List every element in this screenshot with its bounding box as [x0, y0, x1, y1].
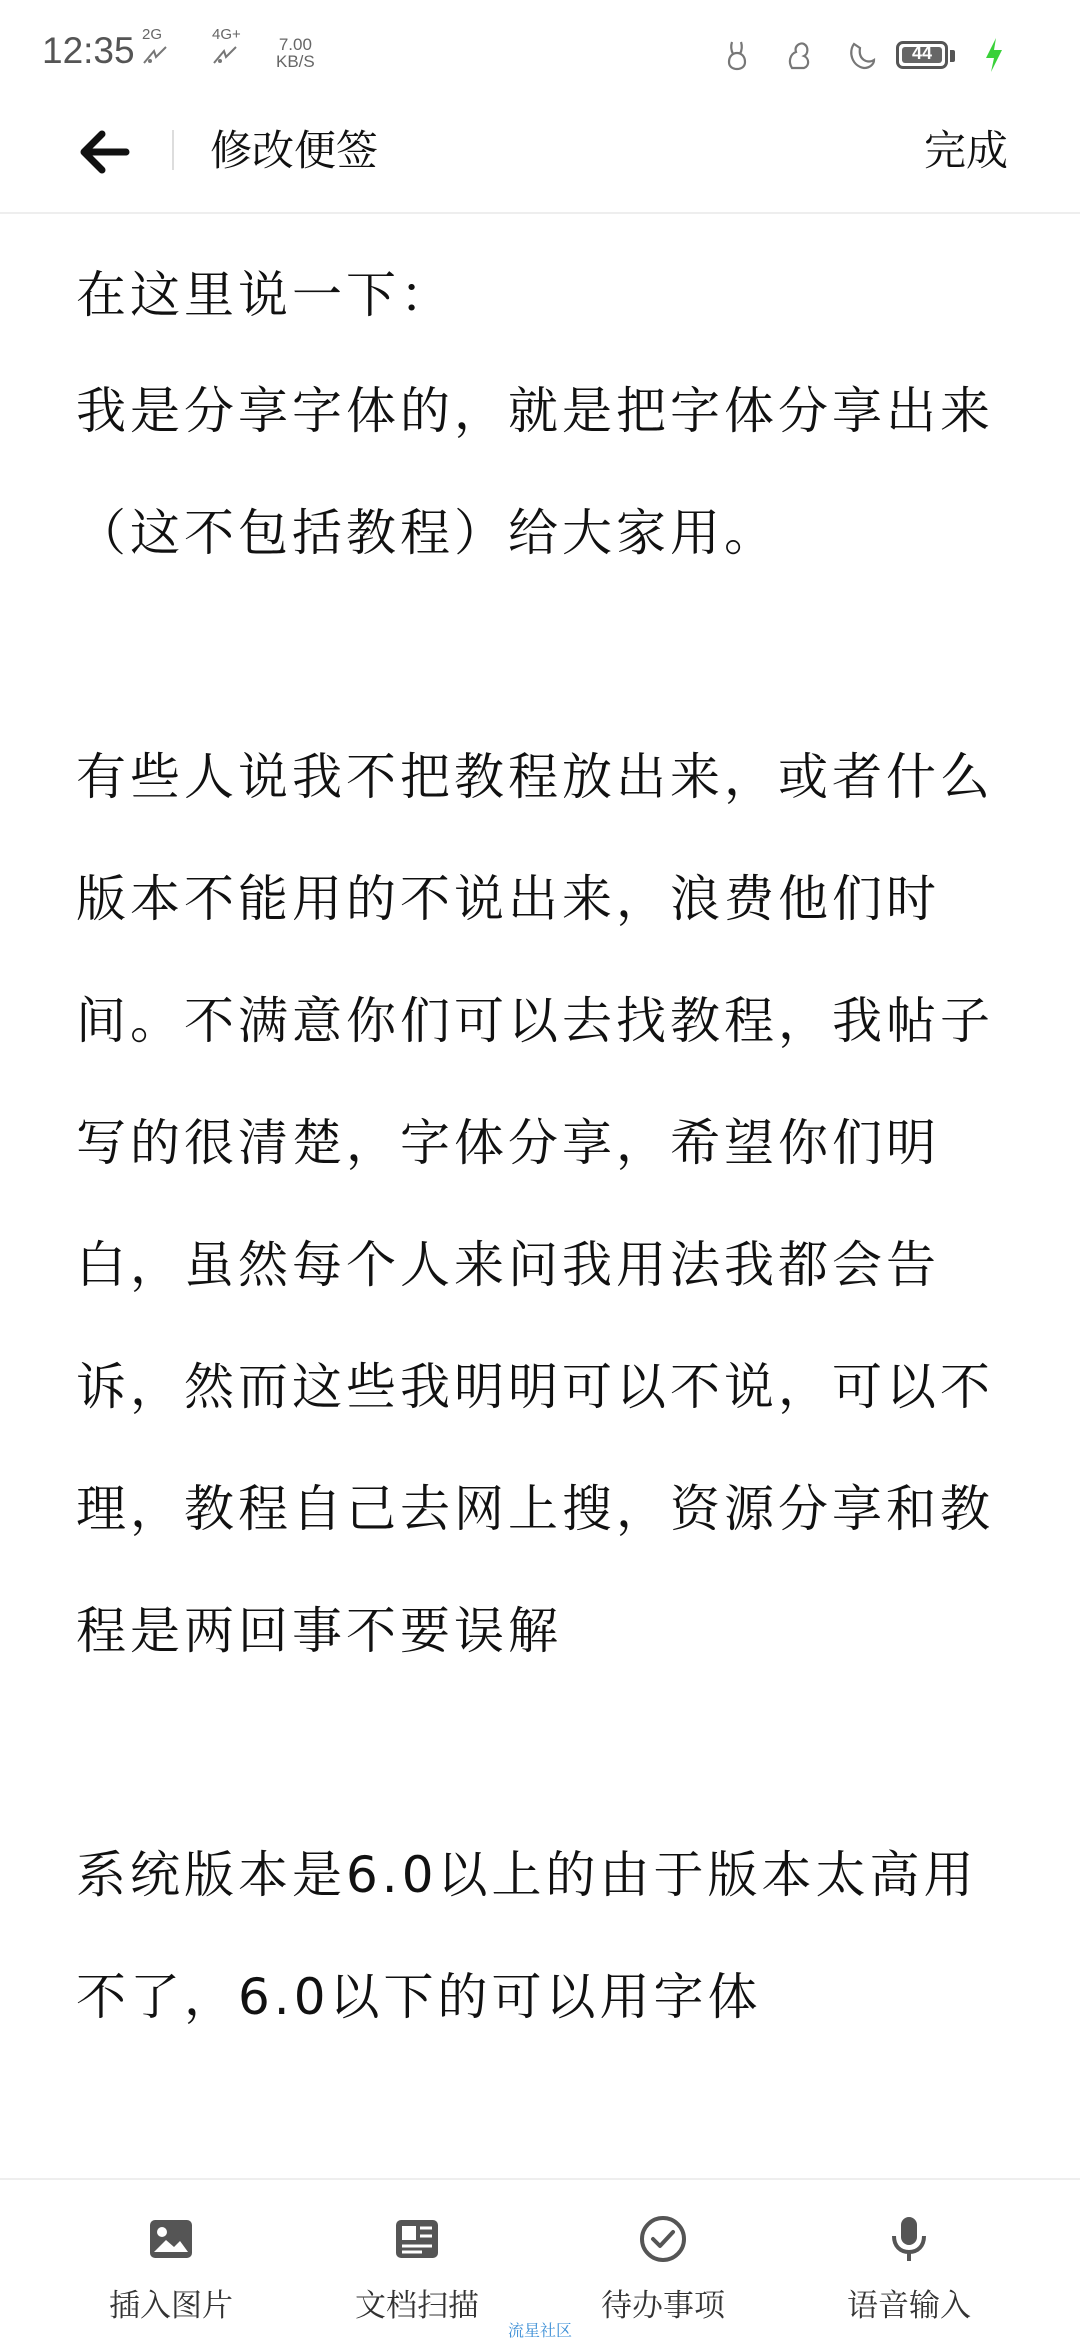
note-paragraph-1: 我是分享字体的，就是把字体分享出来（这不包括教程）给大家用。	[76, 382, 994, 562]
scan-icon	[392, 2214, 442, 2264]
voice-input-button[interactable]: 语音输入	[774, 2180, 1044, 2342]
page-title: 修改便签	[210, 126, 379, 175]
note-editor[interactable]	[76, 240, 1006, 2058]
header-divider	[172, 130, 174, 170]
battery-cap	[950, 50, 955, 62]
network-speed: 7.00 KB/S	[276, 35, 315, 71]
header-bar	[0, 100, 1080, 214]
watermark-text: 流星社区	[507, 2321, 572, 2340]
back-arrow-icon[interactable]	[74, 122, 134, 182]
todo-button[interactable]: 待办事项	[528, 2180, 798, 2342]
checkmark-circle-icon	[638, 2214, 688, 2264]
signal-icon	[142, 43, 168, 67]
doc-scan-button[interactable]: 文档扫描	[282, 2180, 552, 2342]
image-icon	[146, 2214, 196, 2264]
squirrel-icon	[782, 38, 816, 72]
charging-icon	[982, 36, 1006, 74]
insert-image-button[interactable]: 插入图片	[36, 2180, 306, 2342]
signal-icon	[212, 43, 238, 67]
note-paragraph-3: 系统版本是6.0以上的由于版本太高用不了，6.0以下的可以用字体	[76, 1846, 978, 2026]
microphone-icon	[884, 2214, 934, 2264]
status-time: 12:35	[42, 30, 135, 71]
moon-icon	[844, 38, 878, 72]
note-paragraph-2: 有些人说我不把教程放出来，或者什么版本不能用的不说出来，浪费他们时间。不满意你们可以去找教程，我帖子写的很清楚，字体分享，希望你们明白，虽然每个人来问我用法我都会告诉，然而这些我明明可以不说，可以不理，教程自己去网上搜，资源分享和教程是两回事不要误解	[76, 748, 994, 1660]
note-intro-line: 在这里说一下：	[76, 266, 454, 324]
status-bar	[0, 0, 1080, 100]
rabbit-icon	[720, 38, 754, 72]
network-2g-indicator: 2G	[142, 26, 168, 71]
battery-indicator: 44	[896, 41, 948, 69]
network-4g-indicator: 4G+	[212, 26, 241, 71]
done-button[interactable]: 完成	[923, 126, 1008, 175]
